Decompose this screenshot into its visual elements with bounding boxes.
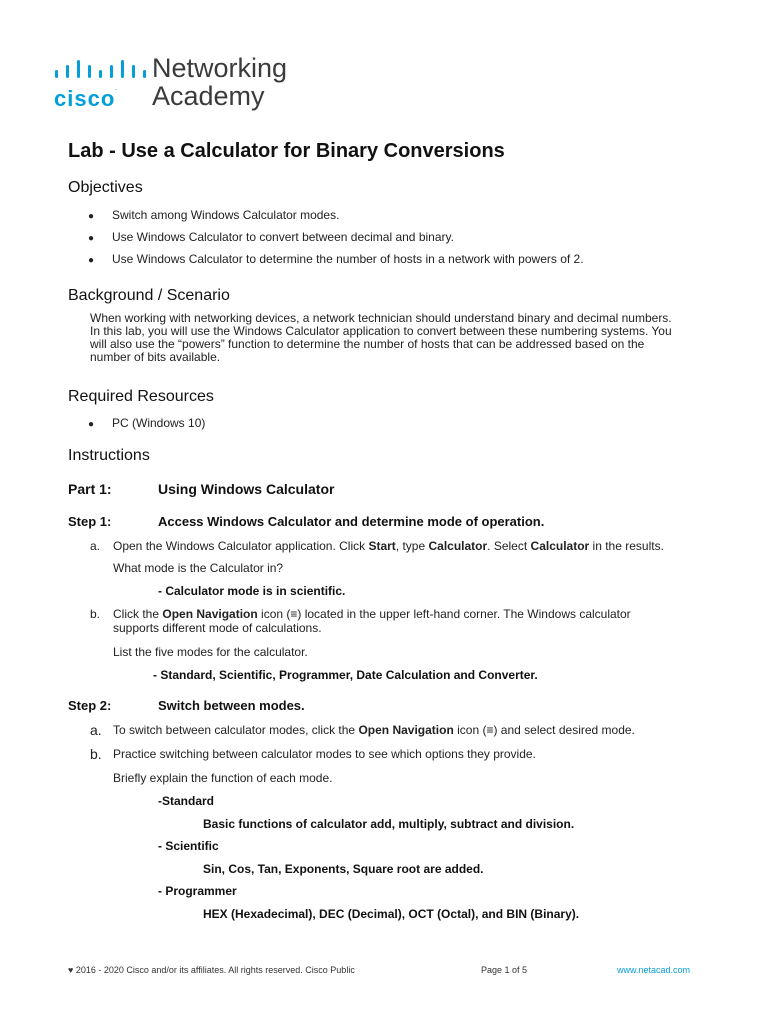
answer-calculator-mode: - Calculator mode is in scientific. <box>158 584 346 598</box>
instructions-heading: Instructions <box>68 447 150 464</box>
background-heading: Background / Scenario <box>68 287 230 304</box>
resources-heading: Required Resources <box>68 388 214 405</box>
cisco-wordmark: cisco. <box>54 86 118 111</box>
objectives-heading: Objectives <box>68 179 143 196</box>
step-2-item-b: b. Practice switching between calculator modes to see which options they provide. <box>90 746 536 762</box>
step-2-heading: Step 2: Switch between modes. <box>68 698 305 713</box>
answer-five-modes: - Standard, Scientific, Programmer, Date Calculation and Converter. <box>153 668 538 682</box>
logo-line-networking: Networking <box>152 53 288 83</box>
cisco-bridge-logo-icon <box>54 60 146 82</box>
question-calculator-mode: What mode is the Calculator in? <box>113 561 284 575</box>
objective-item: ● Use Windows Calculator to convert between decimal and binary. <box>88 230 454 244</box>
bullet-icon: ● <box>88 233 95 244</box>
footer-copyright: ♥ 2016 - 2020 Cisco and/or its affiliates. All rights reserved. Cisco Public <box>68 965 355 975</box>
mode-label-standard: -Standard <box>158 794 215 808</box>
footer-page-number: Page 1 of 5 <box>481 965 528 975</box>
lab-title: Lab - Use a Calculator for Binary Conversions <box>68 140 505 162</box>
cisco-networking-academy-logo <box>54 53 314 116</box>
objective-item: ● Switch among Windows Calculator modes. <box>88 208 340 222</box>
step-1-heading: Step 1: Access Windows Calculator and determine mode of operation. <box>68 514 545 529</box>
objective-item: ● Use Windows Calculator to determine the number of hosts in a network with powers of 2. <box>88 252 584 266</box>
background-paragraph: When working with networking devices, a network technician should understand binary and decimal numbers. In this lab, you will use the Windows Calculator application to convert between these numbering systems. You will also use the “powers” function to determine the number of hosts that can be addressed based on the number of bits available. <box>90 311 672 364</box>
step-2-item-a: a. To switch between calculator modes, click the Open Navigation icon (≡) and select desired mode. <box>90 722 635 738</box>
footer-website-link[interactable]: www.netacad.com <box>617 965 691 975</box>
question-explain-modes: Briefly explain the function of each mode. <box>113 771 333 785</box>
bullet-icon: ● <box>88 211 95 222</box>
part-1-heading: Part 1: Using Windows Calculator <box>68 481 335 497</box>
resource-item: ● PC (Windows 10) <box>88 416 206 430</box>
mode-desc-programmer: HEX (Hexadecimal), DEC (Decimal), OCT (Octal), and BIN (Binary). <box>203 907 580 921</box>
mode-desc-standard: Basic functions of calculator add, multiply, subtract and division. <box>203 817 575 831</box>
bullet-icon: ● <box>88 419 95 430</box>
mode-label-programmer: - Programmer <box>158 884 237 898</box>
academy-wordmark <box>152 54 287 110</box>
bullet-icon: ● <box>88 255 95 266</box>
question-five-modes: List the five modes for the calculator. <box>113 645 308 659</box>
mode-label-scientific: - Scientific <box>158 839 219 853</box>
logo-line-academy: Academy <box>152 81 265 111</box>
mode-desc-scientific: Sin, Cos, Tan, Exponents, Square root are added. <box>203 862 484 876</box>
step-1-item-b: b. Click the Open Navigation icon (≡) located in the upper left-hand corner. The Windows calculator supports different mode of calculations. <box>90 607 631 635</box>
step-1-item-a: a. Open the Windows Calculator application. Click Start, type Calculator. Select Calculator in the results. <box>90 539 664 553</box>
